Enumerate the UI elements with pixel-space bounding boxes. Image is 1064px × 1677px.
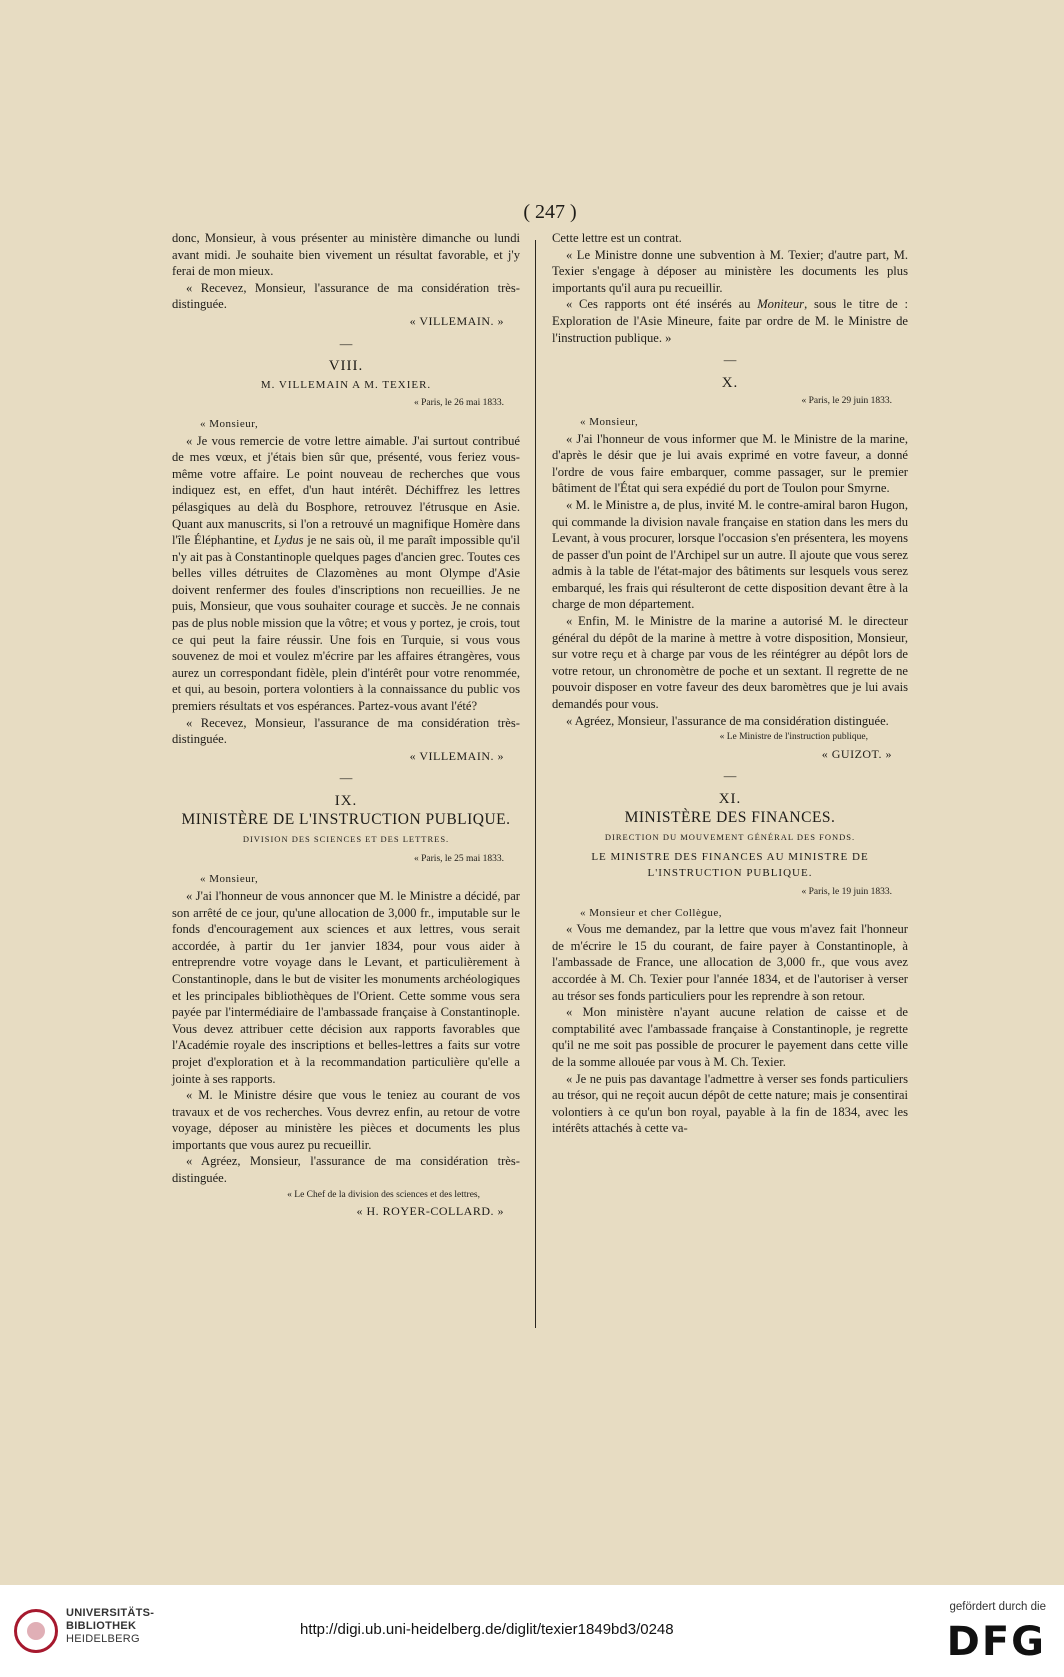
paragraph: « Vous me demandez, par la lettre que vous m'avez fait l'honneur de m'écrire le 15 du courant, de faire payer à Constantinople, à l'ambassade de France, une allocation de 3,000 fr., que vous avez accordée à M. Ch. Texier pour l'année 1834, et de l'autoriser à verser au trésor ses fonds particuliers pour les reprendre à son retour. xyxy=(552,922,908,1003)
salutation: « Monsieur, xyxy=(200,417,259,430)
signature: « GUIZOT. » xyxy=(821,746,892,761)
paragraph: « Ces rapports ont été insérés au Moniteur, sous le titre de : Exploration de l'Asie Mineure, faite par ordre de M. le Ministre de l'instruction publique. » xyxy=(552,297,909,345)
section-number: IX. xyxy=(334,793,358,809)
signature: « H. ROYER-COLLARD. » xyxy=(356,1204,504,1219)
paragraph: « Agréez, Monsieur, l'assurance de ma considération distinguée. xyxy=(566,713,889,728)
paragraph: « Le Ministre donne une subvention à M. Texier; d'autre part, M. Texier s'engage à déposer au ministère les documents les plus importants qu'il aura pu recueillir. xyxy=(552,247,908,295)
signature: « VILLEMAIN. » xyxy=(409,748,504,763)
italic-text: Lydus xyxy=(273,533,304,548)
letter-date: « Paris, le 26 mai 1833. xyxy=(414,398,504,409)
university-logo-text: UNIVERSITÄTS- BIBLIOTHEK HEIDELBERG xyxy=(66,1607,155,1645)
italic-text: Moniteur xyxy=(757,297,805,312)
paragraph: « J'ai l'honneur de vous annoncer que M. le Ministre a décidé, par son arrêté de ce jour, qu'une allocation de 3,000 fr., imputable sur le fonds d'encouragement aux sciences et aux lettres, vous serait accordée, à partir du 1er janvier 1834, pour vous aider à entreprendre votre voyage dans le Levant, et particulièrement à Constantinople, dans le but de visiter les monuments archéologiques et les principales bibliothèques de l'Orient. Cette somme vous sera payée par l'intermédiaire de l'ambassade française à Constantinople. Vous devez attribuer cette décision aux rapports favorables que l'Académie royale des inscriptions et belles-lettres a faits sur votre projet d'exploration et à la recommandation particulière qu'elle a jointe à ses rapports. xyxy=(172,888,520,1086)
section-title: MINISTÈRE DE L'INSTRUCTION PUBLIQUE. xyxy=(181,810,511,828)
page-number: ( 247 ) xyxy=(523,201,577,223)
letter-date: « Paris, le 25 mai 1833. xyxy=(414,853,504,864)
separator: — xyxy=(339,771,353,786)
letter-date: « Paris, le 29 juin 1833. xyxy=(801,396,892,407)
salutation: « Monsieur et cher Collègue, xyxy=(580,906,722,919)
permalink-url[interactable]: http://digi.ub.uni-heidelberg.de/diglit/texier1849bd3/0248 xyxy=(300,1621,674,1638)
salutation: « Monsieur, xyxy=(580,415,639,428)
section-number: VIII. xyxy=(328,358,364,375)
section-title: MINISTÈRE DES FINANCES. xyxy=(624,808,836,826)
separator: — xyxy=(723,353,737,368)
letter-date: « Paris, le 19 juin 1833. xyxy=(801,886,892,897)
section-number: X. xyxy=(721,374,739,391)
paragraph: « Enfin, M. le Ministre de la marine a autorisé M. le directeur général du dépôt de la marine à mettre à votre disposition, Monsieur, sur votre reçu et à charge par vous de les réintégrer au dépôt lors de votre retour, un chronomètre de poche et un sextant. Il regrette de ne pouvoir disposer en votre faveur des deux baromètres que je lui avais demandés pour vous. xyxy=(552,614,908,712)
signatory-title: « Le Chef de la division des sciences et des lettres, xyxy=(287,1189,480,1200)
column-divider xyxy=(535,240,536,1328)
section-subtitle: DIRECTION DU MOUVEMENT GÉNÉRAL DES FONDS. xyxy=(604,832,856,843)
paragraph: Cette lettre est un contrat. xyxy=(552,231,682,245)
paragraph: « Recevez, Monsieur, l'assurance de ma considération très-distinguée. xyxy=(172,280,520,312)
section-title: M. VILLEMAIN A M. TEXIER. xyxy=(260,378,432,391)
section-number: XI. xyxy=(718,791,742,807)
signatory-title: « Le Ministre de l'instruction publique, xyxy=(719,732,868,743)
paragraph: « Agréez, Monsieur, l'assurance de ma considération très-distinguée. xyxy=(172,1154,520,1186)
section-subtitle: DIVISION DES SCIENCES ET DES LETTRES. xyxy=(242,834,450,845)
separator: — xyxy=(339,336,353,351)
paragraph: « M. le Ministre désire que vous le teniez au courant de vos travaux et de vos recherches. Vous devrez enfin, au retour de votre voyage, déposer au ministère les pièces et documents les plus importants que vous aurez pu recueillir. xyxy=(172,1088,520,1152)
paragraph: « Mon ministère n'ayant aucune relation de caisse et de comptabilité avec l'ambassade française à Constantinople, je regrette qu'il ne me soit pas possible de procurer le payement dans cette ville de la somme allouée par vous à M. Ch. Texier. xyxy=(552,1005,908,1069)
paragraph: « Je ne puis pas davantage l'admettre à verser ses fonds particuliers au trésor, qui ne reçoit aucun dépôt de cette nature; mais je consentirai volontiers à ce qu'un bon royal, payable à la fin de 1834, avec les intérêts attachés à cette va- xyxy=(552,1071,908,1136)
funding-label: gefördert durch die xyxy=(949,1601,1046,1613)
signature: « VILLEMAIN. » xyxy=(409,313,504,328)
left-column xyxy=(172,230,520,1220)
separator: — xyxy=(723,769,737,784)
salutation: « Monsieur, xyxy=(200,873,259,886)
paragraph: « Je vous remercie de votre lettre aimable. J'ai surtout contribué de mes vœux, et j'étais bien sûr que, présenté, vous feriez vous-même votre affaire. Le point nouveau de recherches que vous indiquez est, en effet, d'un haut intérêt. Déchiffrez les lettres pélasgiques au delà du Bosphore, retrouvez l'étrusque en Asie. Quant aux manuscrits, si l'on a retrouvé un magnifique Homère dans l'île Éléphantine, et Lydus je ne sais où, il me paraît impossible qu'il n'y ait pas à Constantinople quelques pages d'ancien grec. Toutes ces belles villes détruites de Clazomènes au mont Olympe d'Asie doivent renfermer des foules d'inscriptions non recueillies. Je ne puis, Monsieur, que vous souhaiter courage et succès. Je ne connais pas de plus noble mission que la vôtre; et vous y portez, je crois, tout ce qui peut la faire réussir. Une fois en Turquie, si vous vous souvenez de moi et voulez m'écrire par les affaires étrangères, vous aurez un correspondant fidèle, plein d'intérêt pour votre renommée, et qui, au besoin, portera volontiers à la connaissance du public vos premiers résultats et vos espérances. Partez-vous avant l'été? xyxy=(172,433,521,714)
footer-bar xyxy=(0,1585,1064,1677)
paragraph: « M. le Ministre a, de plus, invité M. le contre-amiral baron Hugon, qui commande la division navale française en station dans les mers du Levant, à vous procurer, lorsque l'occasion s'en présentera, les moyens de passer d'un point de l'Archipel sur un autre. Il ajoute que vous serez admis à la table de l'état-major des bâtiments sur lesquels vous serez embarqué, les frais qui résulteront de cette disposition devant être à la charge de mon département. xyxy=(552,497,908,612)
university-seal-icon xyxy=(14,1609,58,1653)
letter-heading: LE MINISTRE DES FINANCES AU MINISTRE DE L'INSTRUCTION PUBLIQUE. xyxy=(591,850,869,880)
paragraph: « Recevez, Monsieur, l'assurance de ma considération très-distinguée. xyxy=(172,715,520,747)
paragraph: donc, Monsieur, à vous présenter au ministère dimanche ou lundi avant midi. Je souhaite bien vivement un résultat favorable, et j'y ferai de mon mieux. xyxy=(172,231,520,279)
right-column xyxy=(552,230,908,1137)
paragraph: « J'ai l'honneur de vous informer que M. le Ministre de la marine, d'après le désir que je lui avais exprimé en votre faveur, a donné l'ordre de vous faire embarquer, comme passager, sur le premier bâtiment de l'État qui sera expédié du port de Toulon pour Smyrne. xyxy=(552,431,908,496)
dfg-logo: DFG xyxy=(946,1619,1046,1665)
